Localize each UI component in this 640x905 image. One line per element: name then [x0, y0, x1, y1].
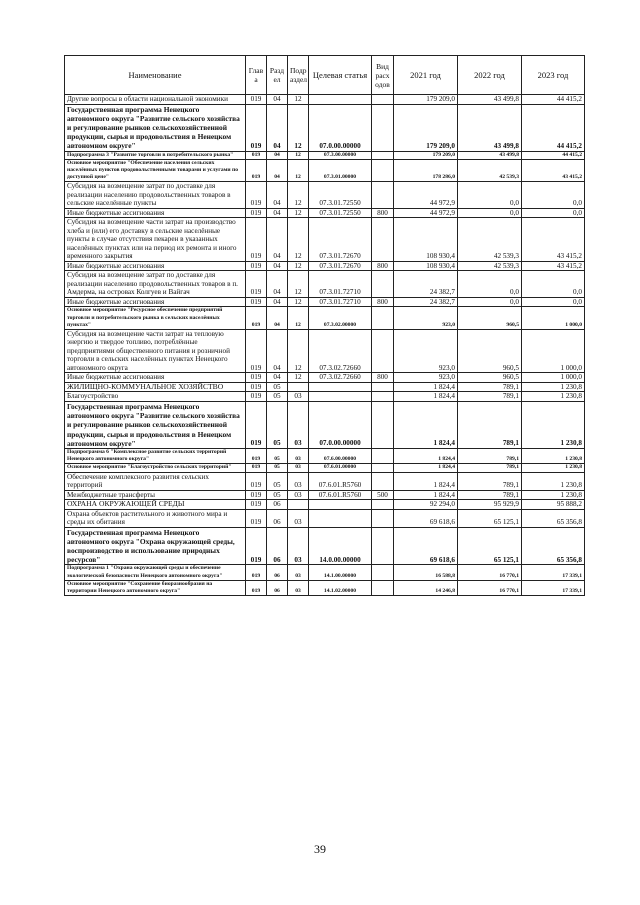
cell-celevaya-statya: 07.0.00.00000 [309, 104, 372, 151]
cell-razdel: 04 [267, 151, 288, 159]
cell-2021: 923,0 [394, 307, 458, 330]
cell-razdel: 04 [267, 297, 288, 307]
cell-celevaya-statya: 07.3.02.72660 [309, 329, 372, 373]
header-glava: Глав а [246, 56, 267, 95]
budget-table [64, 55, 585, 596]
cell-name: ОХРАНА ОКРУЖАЮЩЕЙ СРЕДЫ [65, 500, 246, 510]
cell-2022: 789,1 [458, 472, 522, 490]
cell-glava: 019 [246, 580, 267, 595]
cell-razdel: 04 [267, 307, 288, 330]
table-row [65, 271, 585, 298]
cell-2022: 43 499,8 [458, 95, 522, 105]
cell-razdel: 04 [267, 218, 288, 262]
cell-podrazdel: 12 [288, 182, 309, 209]
table-row [65, 382, 585, 392]
cell-podrazdel: 03 [288, 392, 309, 402]
table-row [65, 509, 585, 527]
cell-vid-rashodov [372, 448, 394, 463]
cell-glava: 019 [246, 329, 267, 373]
cell-celevaya-statya [309, 500, 372, 510]
cell-razdel: 05 [267, 464, 288, 472]
cell-razdel: 05 [267, 472, 288, 490]
cell-vid-rashodov [372, 218, 394, 262]
cell-glava: 019 [246, 261, 267, 271]
table-row [65, 373, 585, 383]
cell-celevaya-statya: 07.6.01.R5760 [309, 472, 372, 490]
cell-celevaya-statya: 07.6.01.00000 [309, 464, 372, 472]
cell-2023: 0,0 [522, 182, 585, 209]
cell-name: Иные бюджетные ассигнования [65, 373, 246, 383]
cell-razdel: 04 [267, 271, 288, 298]
cell-podrazdel: 03 [288, 490, 309, 500]
cell-razdel: 06 [267, 509, 288, 527]
cell-2022: 0,0 [458, 297, 522, 307]
cell-2021: 44 972,9 [394, 182, 458, 209]
cell-name: Субсидия на возмещение затрат по доставке для реализации населению продовольственных товаров в п. Амдерма, на островах Колгуев и Вайгач [65, 271, 246, 298]
cell-vid-rashodov [372, 472, 394, 490]
cell-2023: 95 888,2 [522, 500, 585, 510]
cell-podrazdel: 12 [288, 151, 309, 159]
cell-2021: 1 824,4 [394, 392, 458, 402]
table-header-row [65, 56, 585, 95]
cell-name: Основное мероприятие "Сохранение биоразнообразия на территории Ненецкого автономного округа" [65, 580, 246, 595]
cell-2023: 43 415,2 [522, 218, 585, 262]
cell-podrazdel: 12 [288, 261, 309, 271]
cell-2022: 16 770,1 [458, 565, 522, 580]
cell-glava: 019 [246, 490, 267, 500]
cell-vid-rashodov [372, 182, 394, 209]
cell-podrazdel: 03 [288, 448, 309, 463]
cell-celevaya-statya: 07.0.00.00000 [309, 401, 372, 448]
cell-glava: 019 [246, 159, 267, 182]
cell-glava: 019 [246, 95, 267, 105]
cell-2021: 14 246,8 [394, 580, 458, 595]
cell-2021: 24 382,7 [394, 297, 458, 307]
cell-2021: 179 209,0 [394, 151, 458, 159]
table-row [65, 329, 585, 373]
table-row [65, 448, 585, 463]
cell-celevaya-statya [309, 382, 372, 392]
cell-2023: 43 415,2 [522, 159, 585, 182]
table-body [65, 95, 585, 596]
cell-vid-rashodov [372, 382, 394, 392]
table-row [65, 218, 585, 262]
cell-podrazdel: 03 [288, 464, 309, 472]
cell-vid-rashodov [372, 464, 394, 472]
cell-celevaya-statya: 07.3.02.72660 [309, 373, 372, 383]
cell-podrazdel: 12 [288, 218, 309, 262]
cell-glava: 019 [246, 182, 267, 209]
cell-name: Основное мероприятие "Ресурсное обеспечение предприятий торговли и потребительского рынка в сельских населённых пунктах" [65, 307, 246, 330]
cell-razdel: 05 [267, 392, 288, 402]
cell-podrazdel: 12 [288, 271, 309, 298]
cell-podrazdel: 12 [288, 104, 309, 151]
cell-vid-rashodov: 800 [372, 208, 394, 218]
header-2022: 2022 год [458, 56, 522, 95]
table-row [65, 565, 585, 580]
cell-razdel: 05 [267, 401, 288, 448]
cell-2022: 789,1 [458, 401, 522, 448]
cell-celevaya-statya [309, 392, 372, 402]
cell-vid-rashodov [372, 392, 394, 402]
cell-2022: 0,0 [458, 182, 522, 209]
cell-2023: 1 000,0 [522, 329, 585, 373]
header-celevaya-statya: Целевая статья [309, 56, 372, 95]
cell-glava: 019 [246, 271, 267, 298]
header-2021: 2021 год [394, 56, 458, 95]
cell-name: Охрана объектов растительного и животного мира и среды их обитания [65, 509, 246, 527]
cell-podrazdel: 12 [288, 307, 309, 330]
cell-celevaya-statya: 07.6.01.R5760 [309, 490, 372, 500]
cell-razdel: 06 [267, 527, 288, 565]
cell-name: Другие вопросы в области национальной экономики [65, 95, 246, 105]
table-row [65, 159, 585, 182]
cell-2021: 1 824,4 [394, 382, 458, 392]
cell-glava: 019 [246, 500, 267, 510]
cell-podrazdel: 03 [288, 527, 309, 565]
table-row [65, 261, 585, 271]
cell-glava: 019 [246, 448, 267, 463]
cell-razdel: 04 [267, 329, 288, 373]
cell-razdel: 04 [267, 159, 288, 182]
table-row [65, 95, 585, 105]
cell-2021: 92 294,0 [394, 500, 458, 510]
cell-2022: 960,5 [458, 373, 522, 383]
table-row [65, 401, 585, 448]
cell-2022: 43 499,8 [458, 104, 522, 151]
table-row [65, 472, 585, 490]
cell-vid-rashodov: 800 [372, 373, 394, 383]
cell-celevaya-statya: 07.6.00.00000 [309, 448, 372, 463]
cell-celevaya-statya [309, 95, 372, 105]
cell-celevaya-statya: 07.3.01.72670 [309, 218, 372, 262]
table-row [65, 307, 585, 330]
cell-celevaya-statya: 07.3.01.72550 [309, 182, 372, 209]
cell-celevaya-statya: 07.3.01.72550 [309, 208, 372, 218]
cell-name: Основное мероприятие "Обеспечение населения сельских населённых пунктов продовольственными товарами и услугами по доступной цене" [65, 159, 246, 182]
cell-podrazdel: 03 [288, 472, 309, 490]
cell-glava: 019 [246, 401, 267, 448]
cell-2023: 1 000,0 [522, 373, 585, 383]
cell-name: Подпрограмма 3 "Развитие торговли в потребительского рынка" [65, 151, 246, 159]
cell-2021: 108 930,4 [394, 261, 458, 271]
cell-razdel: 04 [267, 182, 288, 209]
cell-podrazdel: 12 [288, 159, 309, 182]
cell-celevaya-statya: 07.3.01.72710 [309, 271, 372, 298]
cell-2021: 69 618,6 [394, 527, 458, 565]
cell-vid-rashodov: 800 [372, 261, 394, 271]
cell-name: Государственная программа Ненецкого автономного округа "Развитие сельского хозяйства и регулирование рынков сельскохозяйственной продукции, сырья и продовольствия в Ненецком автономном округе" [65, 104, 246, 151]
cell-vid-rashodov [372, 329, 394, 373]
cell-podrazdel: 12 [288, 329, 309, 373]
cell-celevaya-statya: 14.1.02.00000 [309, 580, 372, 595]
cell-podrazdel: 03 [288, 509, 309, 527]
cell-razdel: 06 [267, 565, 288, 580]
cell-razdel: 06 [267, 500, 288, 510]
cell-2023: 1 230,8 [522, 464, 585, 472]
cell-name: Подпрограмма 6 "Комплексное развитие сельских территорий Ненецкого автономного округа" [65, 448, 246, 463]
cell-celevaya-statya: 07.3.01.00000 [309, 159, 372, 182]
cell-name: Государственная программа Ненецкого автономного округа "Охрана окружающей среды, воспроизводство и использование природных ресурсов" [65, 527, 246, 565]
cell-name: Обеспечение комплексного развития сельских территорий [65, 472, 246, 490]
cell-2021: 1 824,4 [394, 401, 458, 448]
cell-2021: 178 286,0 [394, 159, 458, 182]
cell-2022: 42 539,3 [458, 218, 522, 262]
cell-2021: 1 824,4 [394, 464, 458, 472]
cell-podrazdel: 12 [288, 208, 309, 218]
table-row [65, 297, 585, 307]
cell-vid-rashodov [372, 500, 394, 510]
cell-name: Подпрограмма 1 "Охрана окружающей среды и обеспечение экологической безопасности Ненецкого автономного округа" [65, 565, 246, 580]
cell-vid-rashodov [372, 307, 394, 330]
cell-podrazdel [288, 382, 309, 392]
cell-razdel: 04 [267, 95, 288, 105]
table-row [65, 580, 585, 595]
cell-name: Государственная программа Ненецкого автономного округа "Развитие сельского хозяйства и регулирование рынков сельскохозяйственной продукции, сырья и продовольствия в Ненецком автономном округе" [65, 401, 246, 448]
cell-2021: 44 972,9 [394, 208, 458, 218]
cell-2022: 960,5 [458, 307, 522, 330]
cell-celevaya-statya: 14.0.00.00000 [309, 527, 372, 565]
header-name: Наименование [65, 56, 246, 95]
header-razdel: Разд ел [267, 56, 288, 95]
header-podrazdel: Подр аздел [288, 56, 309, 95]
cell-razdel: 04 [267, 261, 288, 271]
cell-podrazdel [288, 500, 309, 510]
cell-2022: 789,1 [458, 382, 522, 392]
table-row [65, 104, 585, 151]
cell-2023: 1 230,8 [522, 448, 585, 463]
cell-2021: 1 824,4 [394, 472, 458, 490]
cell-vid-rashodov [372, 271, 394, 298]
cell-2023: 0,0 [522, 208, 585, 218]
cell-2022: 65 125,1 [458, 527, 522, 565]
table-row [65, 500, 585, 510]
cell-2023: 17 339,1 [522, 580, 585, 595]
cell-razdel: 05 [267, 382, 288, 392]
cell-razdel: 05 [267, 448, 288, 463]
cell-vid-rashodov [372, 151, 394, 159]
cell-name: Иные бюджетные ассигнования [65, 208, 246, 218]
cell-glava: 019 [246, 464, 267, 472]
cell-2021: 179 209,0 [394, 104, 458, 151]
cell-celevaya-statya: 07.3.01.72710 [309, 297, 372, 307]
table-row [65, 527, 585, 565]
cell-name: Иные бюджетные ассигнования [65, 297, 246, 307]
cell-podrazdel: 12 [288, 95, 309, 105]
table-row [65, 151, 585, 159]
cell-vid-rashodov: 500 [372, 490, 394, 500]
cell-2023: 1 230,8 [522, 490, 585, 500]
cell-2022: 789,1 [458, 464, 522, 472]
cell-2021: 179 209,0 [394, 95, 458, 105]
cell-razdel: 04 [267, 104, 288, 151]
table-row [65, 464, 585, 472]
cell-2021: 1 824,4 [394, 490, 458, 500]
cell-2022: 42 539,3 [458, 261, 522, 271]
cell-2021: 108 930,4 [394, 218, 458, 262]
cell-glava: 019 [246, 373, 267, 383]
cell-2021: 24 382,7 [394, 271, 458, 298]
cell-glava: 019 [246, 392, 267, 402]
page-number: 39 [314, 842, 326, 856]
cell-2023: 0,0 [522, 271, 585, 298]
cell-name: Благоустройство [65, 392, 246, 402]
table-row [65, 208, 585, 218]
cell-2023: 44 415,2 [522, 95, 585, 105]
cell-2023: 43 415,2 [522, 261, 585, 271]
cell-vid-rashodov [372, 527, 394, 565]
cell-podrazdel: 03 [288, 401, 309, 448]
cell-podrazdel: 03 [288, 565, 309, 580]
cell-2022: 65 125,1 [458, 509, 522, 527]
cell-glava: 019 [246, 307, 267, 330]
cell-podrazdel: 03 [288, 580, 309, 595]
cell-2022: 16 770,1 [458, 580, 522, 595]
cell-name: Субсидия на возмещение затрат по доставке для реализации населению продовольственных товаров в сельские населённые пункты [65, 182, 246, 209]
cell-2021: 1 824,4 [394, 448, 458, 463]
cell-vid-rashodov [372, 95, 394, 105]
header-vid-rashodov: Вид расх одов [372, 56, 394, 95]
cell-vid-rashodov [372, 401, 394, 448]
cell-2022: 0,0 [458, 208, 522, 218]
cell-glava: 019 [246, 208, 267, 218]
cell-2021: 16 588,8 [394, 565, 458, 580]
table-row [65, 182, 585, 209]
cell-glava: 019 [246, 218, 267, 262]
table-row [65, 392, 585, 402]
cell-vid-rashodov: 800 [372, 297, 394, 307]
cell-vid-rashodov [372, 159, 394, 182]
cell-2022: 95 929,9 [458, 500, 522, 510]
cell-2022: 0,0 [458, 271, 522, 298]
cell-name: Субсидия на возмещение части затрат на тепловую энергию и твердое топливо, потреблённые предприятиями общественного питания и розничной торговли в сельских населённых пунктах Ненецкого автономного округа [65, 329, 246, 373]
cell-vid-rashodov [372, 580, 394, 595]
cell-name: Иные бюджетные ассигнования [65, 261, 246, 271]
cell-celevaya-statya: 07.3.00.00000 [309, 151, 372, 159]
cell-glava: 019 [246, 151, 267, 159]
cell-razdel: 04 [267, 208, 288, 218]
cell-celevaya-statya [309, 509, 372, 527]
cell-2023: 44 415,2 [522, 104, 585, 151]
cell-2022: 42 539,3 [458, 159, 522, 182]
cell-glava: 019 [246, 297, 267, 307]
cell-2023: 1 230,8 [522, 392, 585, 402]
cell-2021: 923,0 [394, 329, 458, 373]
header-2023: 2023 год [522, 56, 585, 95]
cell-2023: 65 356,8 [522, 527, 585, 565]
cell-2023: 1 230,8 [522, 472, 585, 490]
cell-name: Основное мероприятие "Благоустройство сельских территорий" [65, 464, 246, 472]
cell-glava: 019 [246, 472, 267, 490]
cell-celevaya-statya: 14.1.00.00000 [309, 565, 372, 580]
cell-celevaya-statya: 07.3.01.72670 [309, 261, 372, 271]
cell-2023: 1 230,8 [522, 401, 585, 448]
cell-glava: 019 [246, 382, 267, 392]
cell-2022: 43 499,8 [458, 151, 522, 159]
cell-vid-rashodov [372, 509, 394, 527]
cell-celevaya-statya: 07.3.02.00000 [309, 307, 372, 330]
cell-glava: 019 [246, 104, 267, 151]
cell-2022: 960,5 [458, 329, 522, 373]
cell-podrazdel: 12 [288, 297, 309, 307]
cell-2023: 17 339,1 [522, 565, 585, 580]
cell-2021: 69 618,6 [394, 509, 458, 527]
cell-name: Субсидия на возмещение части затрат на производство хлеба и (или) его доставку в сельские населённые пункты в случае отсутствия пекарен в указанных населённых пунктах или на период их ремонта и иного временного закрытия [65, 218, 246, 262]
cell-razdel: 04 [267, 373, 288, 383]
cell-2022: 789,1 [458, 392, 522, 402]
cell-2023: 1 230,8 [522, 382, 585, 392]
cell-razdel: 05 [267, 490, 288, 500]
cell-2022: 789,1 [458, 448, 522, 463]
cell-2023: 65 356,8 [522, 509, 585, 527]
cell-vid-rashodov [372, 565, 394, 580]
cell-2021: 923,0 [394, 373, 458, 383]
cell-glava: 019 [246, 509, 267, 527]
cell-podrazdel: 12 [288, 373, 309, 383]
cell-2023: 0,0 [522, 297, 585, 307]
cell-name: Межбюджетные трансферты [65, 490, 246, 500]
cell-razdel: 06 [267, 580, 288, 595]
cell-vid-rashodov [372, 104, 394, 151]
cell-glava: 019 [246, 527, 267, 565]
cell-2023: 44 415,2 [522, 151, 585, 159]
cell-2022: 789,1 [458, 490, 522, 500]
cell-glava: 019 [246, 565, 267, 580]
cell-name: ЖИЛИЩНО-КОММУНАЛЬНОЕ ХОЗЯЙСТВО [65, 382, 246, 392]
cell-2023: 1 000,0 [522, 307, 585, 330]
